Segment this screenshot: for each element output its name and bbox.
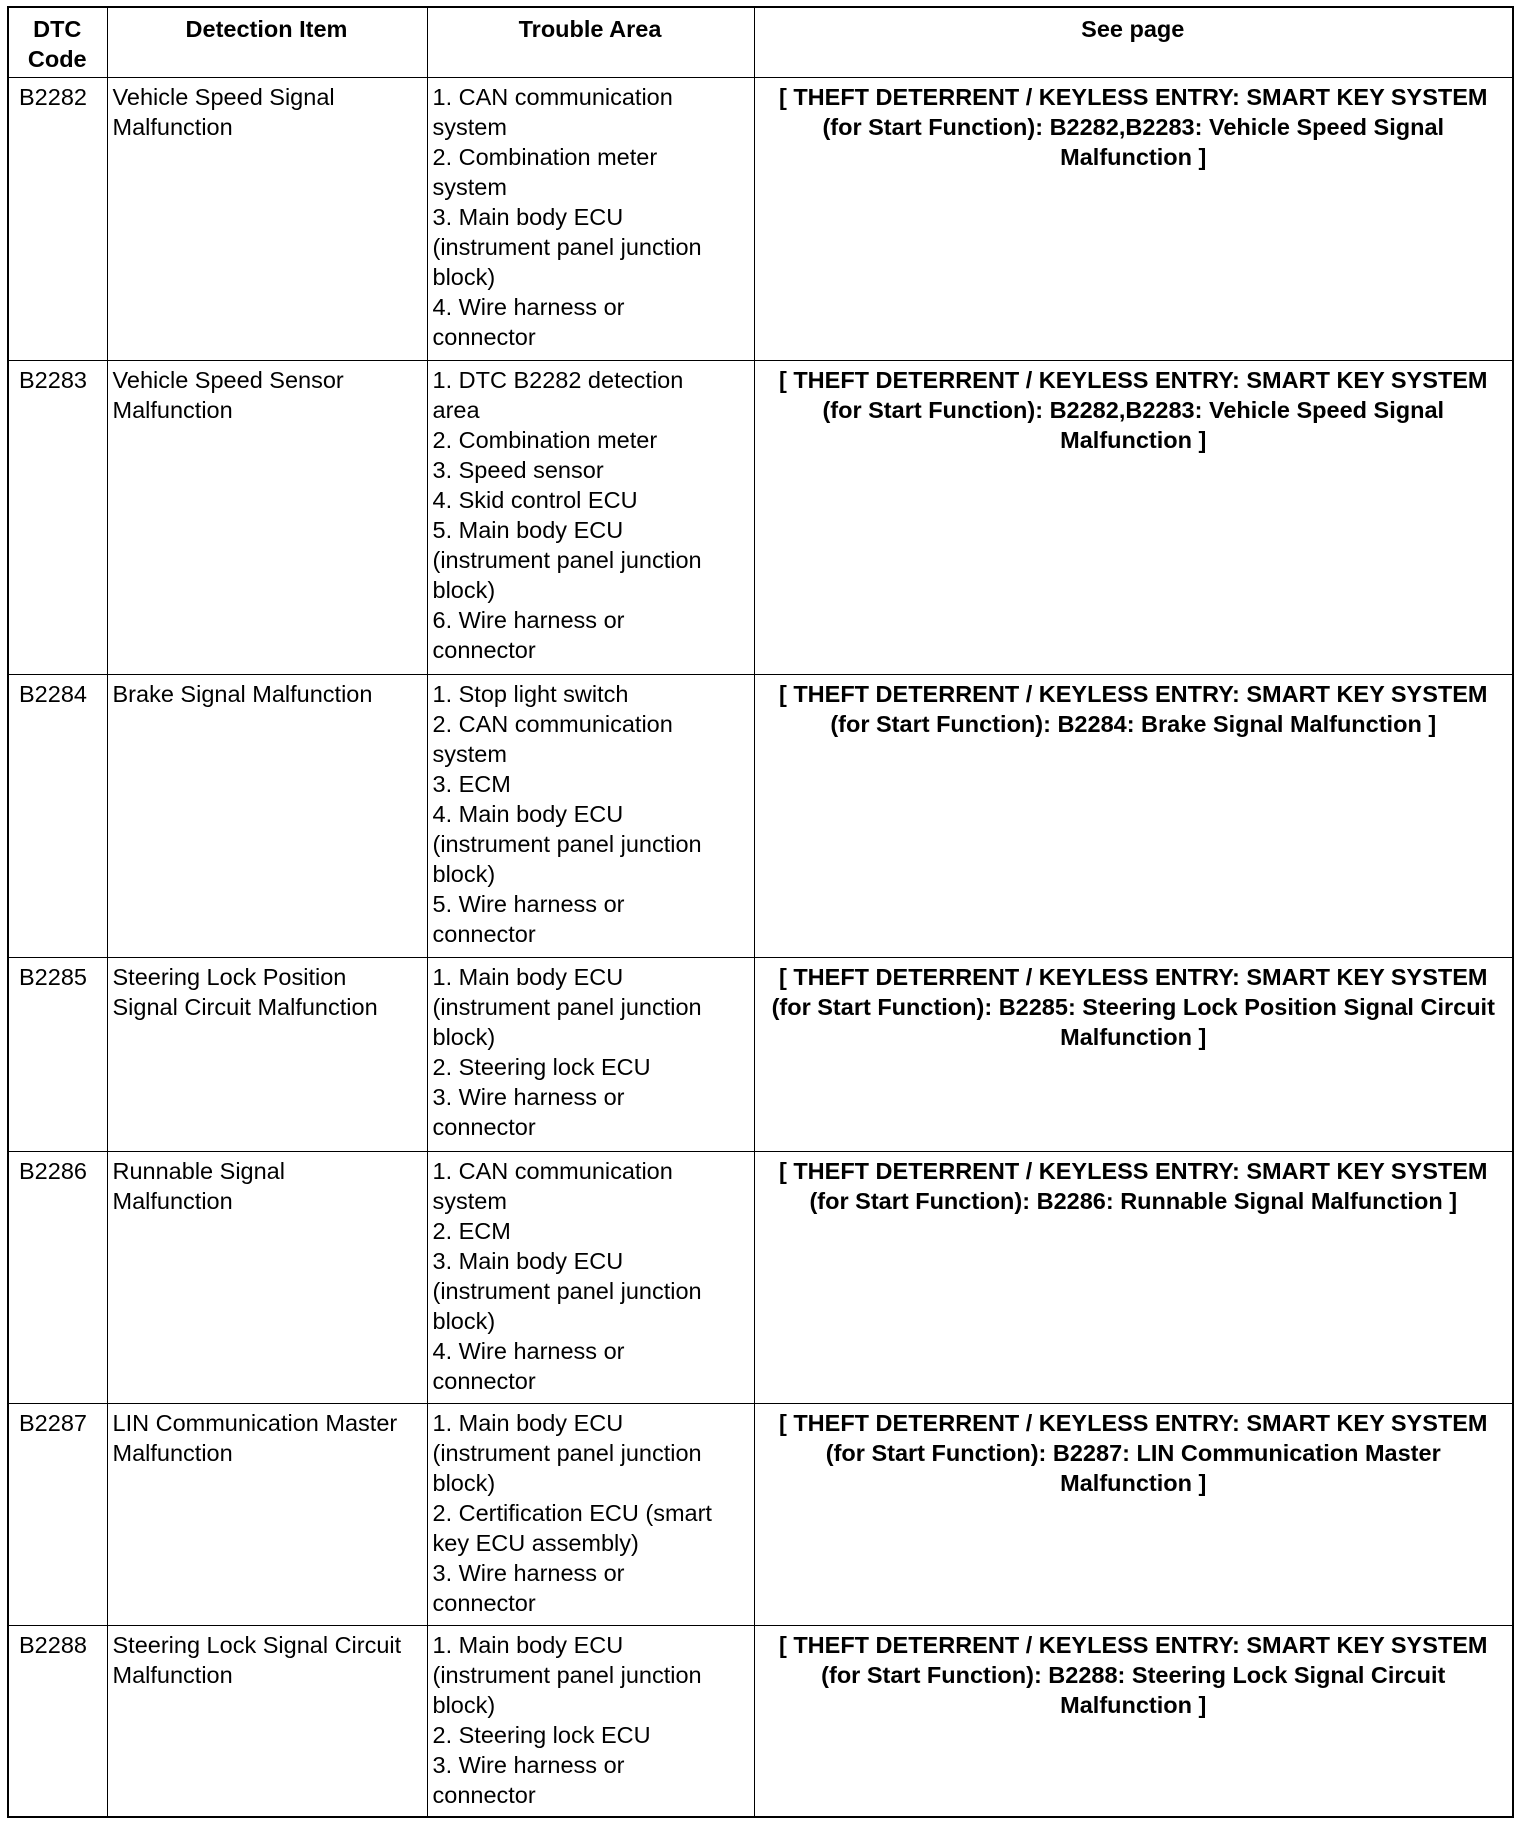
trouble-area-line: 4. Wire harness or [432, 293, 625, 320]
table-row [8, 1151, 1513, 1403]
detection-item-line: Vehicle Speed Signal [112, 83, 335, 110]
see-page-link[interactable]: [ THEFT DETERRENT / KEYLESS ENTRY: SMART KEY SYSTEM (for Start Function): B2284: Brake Signal Malfunction ] [778, 680, 1488, 737]
trouble-area-line: 4. Skid control ECU [432, 486, 638, 513]
trouble-area-cell [427, 957, 754, 1151]
trouble-area-line: 3. Main body ECU [432, 203, 624, 230]
trouble-area-line: 5. Main body ECU [432, 516, 624, 543]
trouble-area-line: connector [432, 1589, 536, 1616]
trouble-area-line: system [432, 1187, 507, 1214]
see-page-cell [754, 1403, 1513, 1625]
trouble-area-line: connector [432, 1367, 536, 1394]
detection-item-cell [107, 674, 427, 957]
dtc-code-cell: B2285 [8, 957, 107, 1151]
trouble-area-line: (instrument panel junction [432, 830, 702, 857]
dtc-code-cell: B2287 [8, 1403, 107, 1625]
trouble-area-line: 3. ECM [432, 770, 511, 797]
header-detection-item: Detection Item [107, 7, 427, 77]
see-page-cell [754, 77, 1513, 360]
trouble-area-cell [427, 1403, 754, 1625]
detection-item-cell [107, 77, 427, 360]
trouble-area-cell [427, 1151, 754, 1403]
detection-item-line: LIN Communication Master [112, 1409, 398, 1436]
trouble-area-line: 3. Wire harness or [432, 1083, 625, 1110]
detection-item-line: Malfunction [112, 1439, 233, 1466]
trouble-area-line: 1. CAN communication [432, 1157, 673, 1184]
see-page-link[interactable]: [ THEFT DETERRENT / KEYLESS ENTRY: SMART KEY SYSTEM (for Start Function): B2285: Steering Lock Position Signal Circuit Malfunction ] [771, 963, 1495, 1050]
trouble-area-line: 3. Main body ECU [432, 1247, 624, 1274]
dtc-code-cell: B2282 [8, 77, 107, 360]
trouble-area-line: block) [432, 1691, 496, 1718]
trouble-area-line: connector [432, 323, 536, 350]
trouble-area-line: block) [432, 1307, 496, 1334]
trouble-area-line: 1. Stop light switch [432, 680, 629, 707]
table-row [8, 360, 1513, 674]
table-row [8, 957, 1513, 1151]
dtc-table [7, 6, 1514, 1818]
dtc-code-cell: B2286 [8, 1151, 107, 1403]
see-page-link[interactable]: [ THEFT DETERRENT / KEYLESS ENTRY: SMART KEY SYSTEM (for Start Function): B2282,B2283: Vehicle Speed Signal Malfunction ] [778, 83, 1488, 170]
see-page-link[interactable]: [ THEFT DETERRENT / KEYLESS ENTRY: SMART KEY SYSTEM (for Start Function): B2282,B2283: Vehicle Speed Signal Malfunction ] [778, 366, 1488, 453]
trouble-area-line: 3. Speed sensor [432, 456, 604, 483]
trouble-area-line: block) [432, 1469, 496, 1496]
detection-item-cell [107, 1403, 427, 1625]
trouble-area-line: 2. ECM [432, 1217, 511, 1244]
trouble-area-line: block) [432, 576, 496, 603]
trouble-area-cell [427, 1625, 754, 1817]
detection-item-line: Runnable Signal [112, 1157, 285, 1184]
detection-item-line: Malfunction [112, 1187, 233, 1214]
trouble-area-line: key ECU assembly) [432, 1529, 639, 1556]
trouble-area-line: 6. Wire harness or [432, 606, 625, 633]
dtc-code-cell: B2283 [8, 360, 107, 674]
trouble-area-line: (instrument panel junction [432, 1661, 702, 1688]
see-page-cell [754, 360, 1513, 674]
dtc-code-cell: B2288 [8, 1625, 107, 1817]
detection-item-cell [107, 360, 427, 674]
detection-item-line: Steering Lock Signal Circuit [112, 1631, 402, 1658]
header-dtc-code-line1: DTC [33, 16, 82, 42]
trouble-area-line: 1. Main body ECU [432, 963, 624, 990]
detection-item-cell [107, 957, 427, 1151]
trouble-area-line: 5. Wire harness or [432, 890, 625, 917]
trouble-area-cell [427, 674, 754, 957]
trouble-area-line: connector [432, 920, 536, 947]
detection-item-line: Malfunction [112, 1661, 233, 1688]
trouble-area-line: block) [432, 263, 496, 290]
trouble-area-line: 4. Main body ECU [432, 800, 624, 827]
trouble-area-cell [427, 77, 754, 360]
trouble-area-line: 2. Combination meter [432, 143, 658, 170]
trouble-area-line: (instrument panel junction [432, 546, 702, 573]
trouble-area-line: system [432, 113, 507, 140]
trouble-area-line: 2. Certification ECU (smart [432, 1499, 712, 1526]
see-page-cell [754, 957, 1513, 1151]
table-body [8, 77, 1513, 1817]
see-page-cell [754, 674, 1513, 957]
trouble-area-line: 2. Combination meter [432, 426, 658, 453]
table-row [8, 1625, 1513, 1817]
header-trouble-area: Trouble Area [427, 7, 754, 77]
dtc-code-cell: B2284 [8, 674, 107, 957]
trouble-area-line: (instrument panel junction [432, 233, 702, 260]
trouble-area-line: (instrument panel junction [432, 1277, 702, 1304]
detection-item-line: Steering Lock Position [112, 963, 347, 990]
trouble-area-line: (instrument panel junction [432, 993, 702, 1020]
detection-item-cell [107, 1625, 427, 1817]
trouble-area-line: 1. Main body ECU [432, 1631, 624, 1658]
trouble-area-line: area [432, 396, 480, 423]
detection-item-line: Signal Circuit Malfunction [112, 993, 378, 1020]
trouble-area-line: system [432, 740, 507, 767]
see-page-cell [754, 1625, 1513, 1817]
trouble-area-cell [427, 360, 754, 674]
see-page-link[interactable]: [ THEFT DETERRENT / KEYLESS ENTRY: SMART KEY SYSTEM (for Start Function): B2286: Runnable Signal Malfunction ] [778, 1157, 1488, 1214]
trouble-area-line: 2. Steering lock ECU [432, 1721, 651, 1748]
detection-item-line: Vehicle Speed Sensor [112, 366, 344, 393]
table-row [8, 1403, 1513, 1625]
trouble-area-line: system [432, 173, 507, 200]
see-page-cell [754, 1151, 1513, 1403]
trouble-area-line: 1. DTC B2282 detection [432, 366, 684, 393]
trouble-area-line: 1. Main body ECU [432, 1409, 624, 1436]
header-dtc-code [8, 7, 107, 77]
detection-item-cell [107, 1151, 427, 1403]
detection-item-line: Malfunction [112, 396, 233, 423]
trouble-area-line: 1. CAN communication [432, 83, 673, 110]
table-row [8, 77, 1513, 360]
trouble-area-line: block) [432, 1023, 496, 1050]
header-dtc-code-line2: Code [27, 46, 87, 72]
trouble-area-line: 4. Wire harness or [432, 1337, 625, 1364]
header-row [8, 7, 1513, 77]
trouble-area-line: (instrument panel junction [432, 1439, 702, 1466]
trouble-area-line: connector [432, 636, 536, 663]
header-see-page: See page [754, 7, 1513, 77]
trouble-area-line: connector [432, 1113, 536, 1140]
trouble-area-line: 3. Wire harness or [432, 1559, 625, 1586]
trouble-area-line: 2. CAN communication [432, 710, 673, 737]
trouble-area-line: connector [432, 1781, 536, 1808]
see-page-link[interactable]: [ THEFT DETERRENT / KEYLESS ENTRY: SMART KEY SYSTEM (for Start Function): B2287: LIN Communication Master Malfunction ] [778, 1409, 1488, 1496]
trouble-area-line: 3. Wire harness or [432, 1751, 625, 1778]
detection-item-line: Brake Signal Malfunction [112, 680, 373, 707]
trouble-area-line: 2. Steering lock ECU [432, 1053, 651, 1080]
trouble-area-line: block) [432, 860, 496, 887]
see-page-link[interactable]: [ THEFT DETERRENT / KEYLESS ENTRY: SMART KEY SYSTEM (for Start Function): B2288: Steering Lock Signal Circuit Malfunction ] [778, 1631, 1488, 1718]
detection-item-line: Malfunction [112, 113, 233, 140]
table-row [8, 674, 1513, 957]
